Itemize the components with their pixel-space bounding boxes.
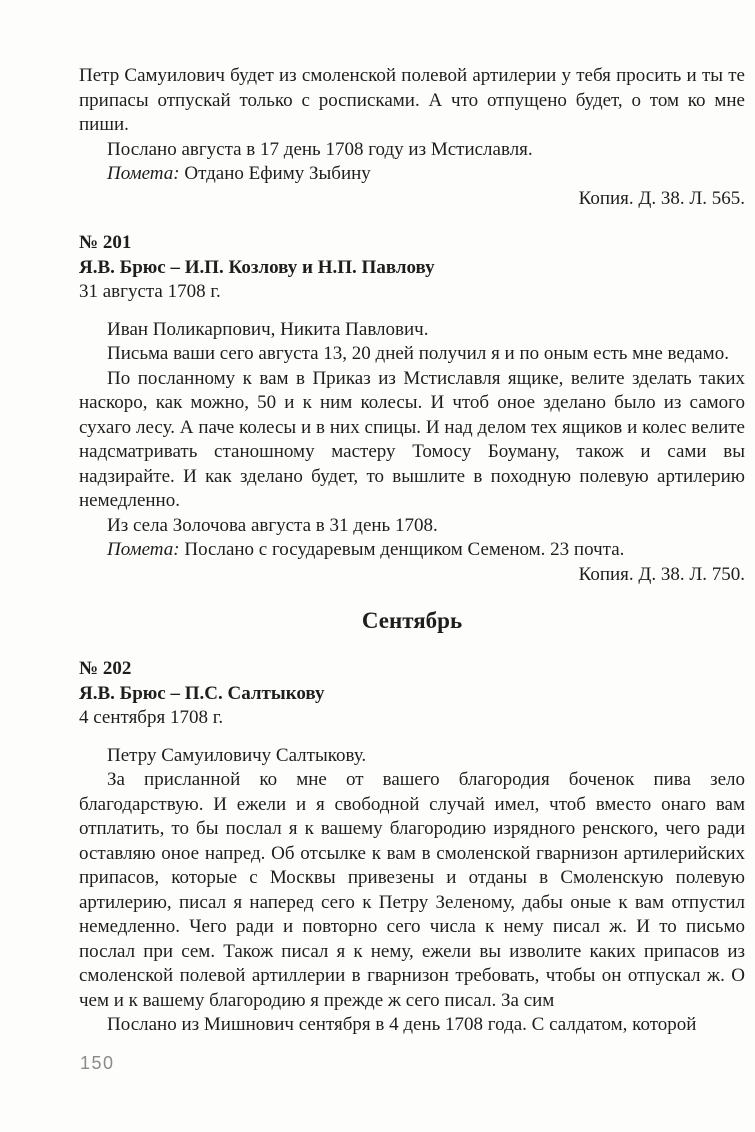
letter-201-salutation: Иван Поликарпович, Никита Павлович. bbox=[107, 318, 429, 340]
letter-202-paragraph: Послано из Мишнович сентября в 4 день 1708 года. С салдатом, которой bbox=[107, 1014, 697, 1035]
letter-202-date: 4 сентября 1708 г. bbox=[79, 707, 224, 728]
letter-202-body bbox=[79, 744, 745, 1038]
month-section-heading: Сентябрь bbox=[361, 608, 463, 633]
letter-201-pometa-line bbox=[79, 538, 745, 563]
letter-201-header bbox=[79, 231, 745, 305]
letter-200-pometa-line bbox=[79, 162, 745, 187]
letter-201-archive-reference: Копия. Д. 38. Л. 750. bbox=[578, 563, 745, 585]
letter-202-paragraph: За присланной ко мне от вашего благородия боченок пива зело благодарствую. И ежели и я свободной случай имел, чтоб вместо онаго вам отплатить, то бы послал я к вашему благородию изрядного ренского, чего ради оставляю оное напред. Об отсылке к вам в смоленской гварнизон артилерийских припасов, которые с Москвы привезены и отданы в Смоленскую полевую артилерию, писал я наперед сего к Петру Зеленому, дабы оные к вам отпустил немедленно. Чего ради и повторно сего числа к нему писал ж. И то письмо послал при сем. Також писал я к нему, ежели вы изволите каких припасов из смоленской полевой артиллерии в гварнизон требовать, чтобы он отпускал ж. О чем и к вашему благородию я прежде ж сего писал. За сим bbox=[79, 769, 745, 1011]
letter-200-archive-reference: Копия. Д. 38. Л. 565. bbox=[578, 187, 745, 209]
pometa-label: Помета: bbox=[107, 539, 180, 560]
pometa-text: Послано с государевым денщиком Семеном. 23 почта. bbox=[184, 539, 625, 560]
letter-201-paragraph: Письма ваши сего августа 13, 20 дней получил я и по оным есть мне ведамо. bbox=[107, 343, 729, 364]
letter-202-header bbox=[79, 657, 745, 731]
text-block bbox=[79, 64, 745, 1038]
letter-202-number: № 202 bbox=[79, 658, 132, 679]
letter-201-title: Я.В. Брюс – И.П. Козлову и Н.П. Павлову bbox=[79, 256, 435, 278]
letter-201-number: № 201 bbox=[79, 232, 132, 253]
letter-201-date: 31 августа 1708 г. bbox=[79, 281, 221, 302]
letter-200-body: Петр Самуилович будет из смоленской полевой артилерии у тебя просить и ты те припасы отпускай только с росписками. А что отпущено будет, о том ко мне пиши. bbox=[79, 65, 745, 135]
letter-201-body bbox=[79, 318, 745, 588]
letter-201-paragraph: По посланному к вам в Приказ из Мстиславля ящике, велите зделать таких наскоро, как можно, 50 и к ним колесы. И чтоб оное зделано было из самого сухаго лесу. А паче колесы и в них спицы. И над делом тех ящиков и колес велите надсматривать станошному мастеру Томосу Боуману, також и сами вы надзирайте. И как зделано будет, то вышлите в походную полевую артилерию немедленно. bbox=[79, 367, 745, 511]
letter-201-sent-line: Из села Золочова августа в 31 день 1708. bbox=[107, 514, 438, 536]
letter-202-salutation: Петру Самуиловичу Салтыкову. bbox=[107, 744, 367, 766]
pometa-text: Отдано Ефиму Зыбину bbox=[184, 163, 371, 184]
letter-200-sent-line: Послано августа в 17 день 1708 году из Мстиславля. bbox=[107, 138, 533, 160]
letter-202-title: Я.В. Брюс – П.С. Салтыкову bbox=[79, 682, 325, 704]
page-number: 150 bbox=[80, 1053, 115, 1073]
pometa-label: Помета: bbox=[107, 163, 180, 184]
